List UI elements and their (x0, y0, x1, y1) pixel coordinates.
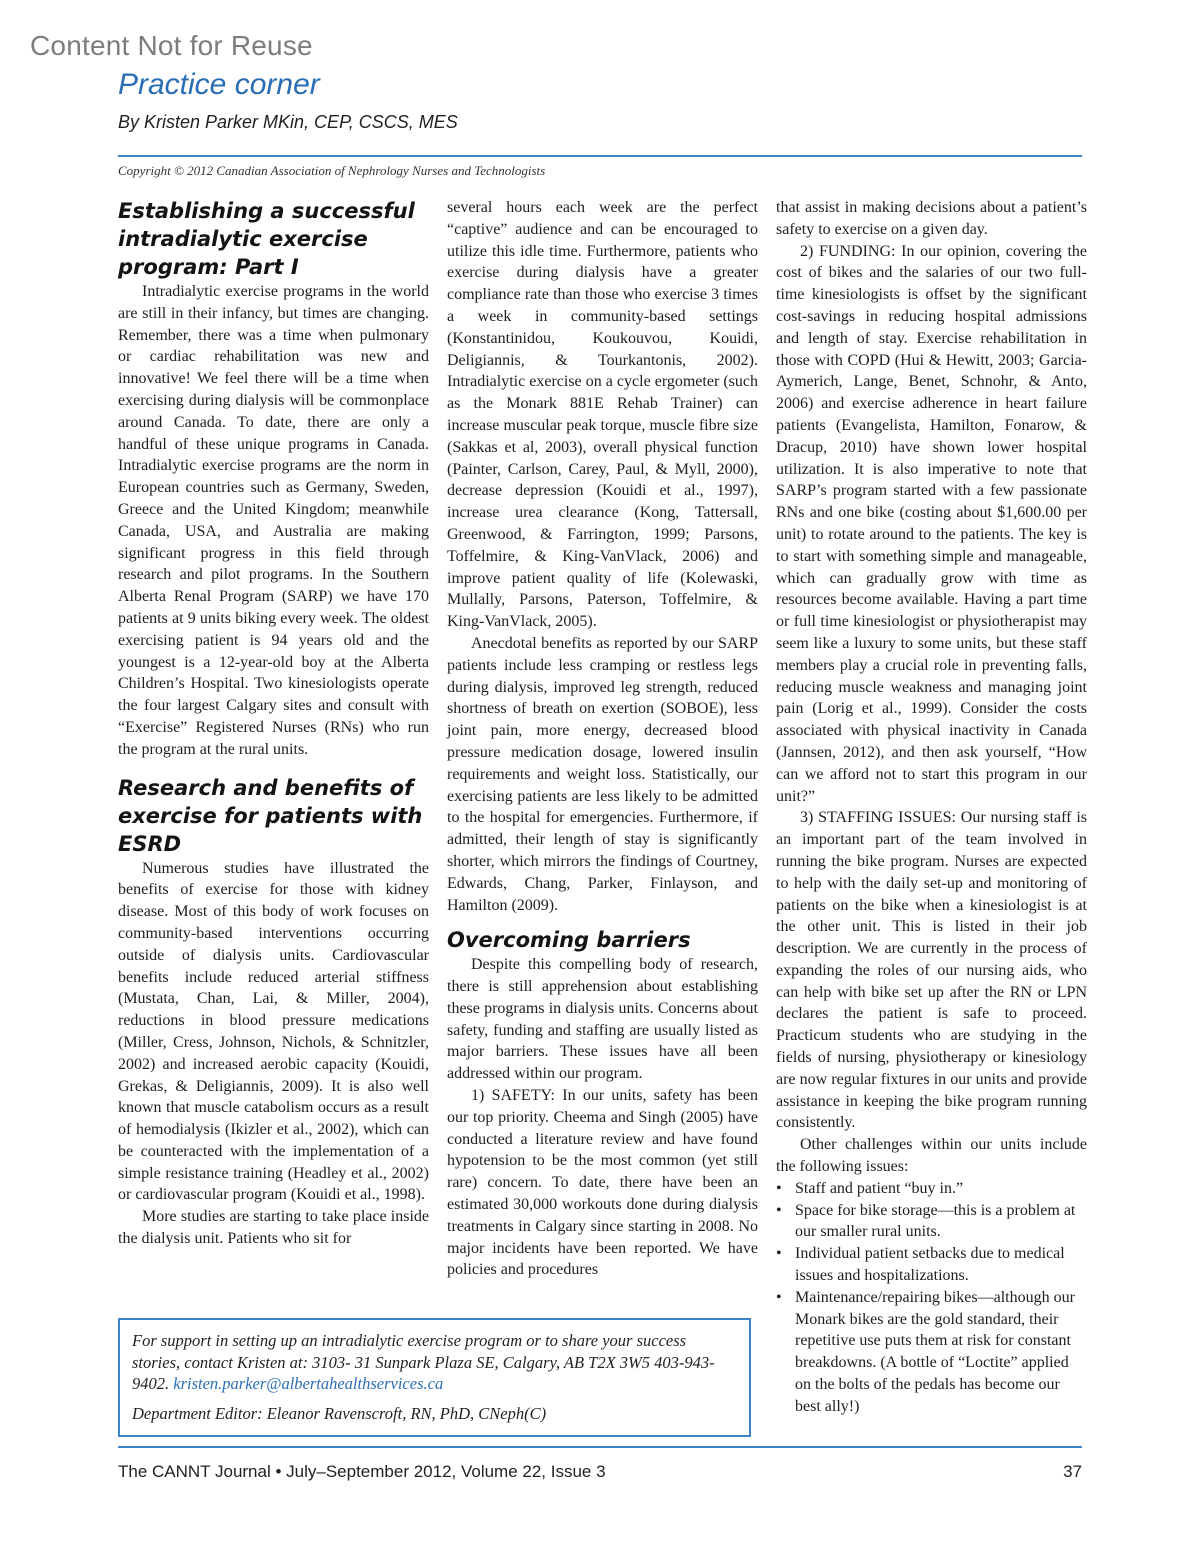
column-2 (447, 197, 758, 1281)
col1-paragraph-3: More studies are starting to take place inside the dialysis unit. Patients who sit for (118, 1208, 429, 1248)
column-1 (118, 197, 429, 1250)
list-item: • Maintenance/repairing bikes—although our Monark bikes are the gold standard, their repetitive use puts them at risk for constant breakdowns. (A bottle of “Loctite” applied on the bolts of the pedals has become our best ally!) (776, 1287, 1087, 1418)
col3-paragraph-1: that assist in making decisions about a patient’s safety to exercise on a given day. (776, 199, 1087, 238)
article-title: Establishing a successful intradialytic exercise program: Part I (118, 199, 415, 279)
col2-paragraph-2: Anecdotal benefits as reported by our SARP patients include less cramping or restless legs during dialysis, improved leg strength, reduced shortness of breath on exertion (SOBOE), less joint pain, more energy, decreased blood pressure medication dosage, lowered insulin requirements and weight loss. Statistically, our exercising patients are less likely to be admitted to the hospital for emergencies. Furthermore, if admitted, their length of stay is significantly shorter, which mirrors the findings of Courtney, Edwards, Chang, Parker, Finlayson, and Hamilton (2009). (447, 634, 758, 914)
contact-email-link[interactable]: kristen.parker@albertahealthservices.ca (173, 1374, 444, 1393)
header-rule (118, 155, 1082, 157)
section-heading-research: Research and benefits of exercise for patients with ESRD (118, 775, 423, 856)
challenges-list (776, 1178, 1087, 1418)
col1-paragraph-1: Intradialytic exercise programs in the world are still in their infancy, but times are changing. Remember, there was a time when pulmonary or cardiac rehabilitation was new and innovative! We feel there will be a time when exercising during dialysis will be commonplace around Canada. To date, there are only a handful of these unique programs in Canada. Intradialytic exercise programs are the norm in European countries such as Germany, Sweden, Greece and the United Kingdom; meanwhile Canada, USA, and Australia are making significant progress in this field through research and pilot programs. In the Southern Alberta Renal Program (SARP) we have 170 patients at 9 units biking every week. The oldest exercising patient is 94 years old and the youngest is a 12-year-old boy at the Alberta Children’s Hospital. Two kinesiologists operate the four largest Calgary sites and consult with “Exercise” Registered Nurses (RNs) who run the program at the rural units. (118, 283, 429, 758)
contact-box (118, 1318, 751, 1437)
list-item: • Space for bike storage—this is a problem at our smaller rural units. (776, 1200, 1087, 1244)
list-item: • Staff and patient “buy in.” (776, 1178, 1087, 1200)
contact-text: For support in setting up an intradialytic exercise program or to share your success stories, contact Kristen at: 3103- 31 Sunpark Plaza SE, Calgary, AB T2X 3W5 403-943-9402. (132, 1331, 715, 1393)
col2-paragraph-1: several hours each week are the perfect “captive” audience and can be encouraged to utilize this idle time. Furthermore, patients who exercise during dialysis have a greater compliance rate than those who exercise 3 times a week in community-based settings (Konstantinidou, Koukouvou, Kouidi, Deligiannis, & Tourkantonis, 2002). Intradialytic exercise on a cycle ergometer (such as the Monark 881E Rehab Trainer) can increase muscular peak torque, muscle fibre size (Sakkas et al, 2003), overall physical function (Painter, Carlson, Carey, Paul, & Myll, 2000), decrease depression (Kouidi et al., 1997), increase urea clearance (Kong, Tattersall, Greenwood, & Farrington, 1999; Parsons, Toffelmire, & King-VanVlack, 2006) and improve patient quality of life (Kolewaski, Mullally, Parsons, Paterson, Toffelmire, & King-VanVlack, 2005). (447, 199, 758, 631)
col3-paragraph-4: Other challenges within our units include the following issues: (776, 1136, 1087, 1176)
col1-paragraph-2: Numerous studies have illustrated the benefits of exercise for those with kidney disease. Most of this body of work focuses on community-based interventions occurring outside of dialysis units. Cardiovascular benefits include reduced arterial stiffness (Mustata, Chan, Lai, & Miller, 2004), reductions in blood pressure medications (Miller, Cress, Johnson, Nichols, & Schnitzler, 2002) and increased aerobic capacity (Kouidi, Grekas, & Deligiannis, 2009). It is also well known that muscle catabolism occurs as a result of hemodialysis (Ikizler et al., 2002), which can be counteracted with the implementation of a simple resistance training (Headley et al., 2002) or cardiovascular program (Kouidi et al., 1998). (118, 859, 429, 1204)
byline: By Kristen Parker MKin, CEP, CSCS, MES (118, 112, 458, 132)
column-3 (776, 197, 1087, 1418)
watermark: Content Not for Reuse (30, 30, 313, 61)
col3-paragraph-3: 3) STAFFING ISSUES: Our nursing staff is an important part of the team involved in running the bike program. Nurses are expected to help with the daily set-up and monitoring of patients on the bike when a kinesiologist is at the other unit. This is listed in their job description. We are currently in the process of expanding the roles of our nursing aids, who can help with bike set up after the RN or LPN declares the patient is safe to proceed. Practicum students who are studying in the fields of nursing, physiotherapy or kinesiology are now regular fixtures in our units and provide assistance in keeping the bike program running consistently. (776, 809, 1087, 1132)
col2-paragraph-4: 1) SAFETY: In our units, safety has been our top priority. Cheema and Singh (2005) have conducted a literature review and have found hypotension to be the most common (yet still rare) concern. To date, there have been an estimated 30,000 workouts done during dialysis treatments in Calgary since starting in 2008. No major incidents have been reported. We have policies and procedures (447, 1087, 758, 1279)
section-title: Practice corner (118, 68, 320, 101)
page-number: 37 (1063, 1462, 1082, 1481)
journal-citation: The CANNT Journal • July–September 2012, Volume 22, Issue 3 (118, 1462, 606, 1481)
footer-rule (118, 1446, 1082, 1448)
col2-paragraph-3: Despite this compelling body of research, there is still apprehension about establishing these programs in dialysis units. Concerns about safety, funding and staffing are usually listed as major barriers. These issues have all been addressed within our program. (447, 956, 758, 1083)
copyright: Copyright © 2012 Canadian Association of Nephrology Nurses and Technologists (118, 163, 546, 178)
department-editor: Department Editor: Eleanor Ravenscroft, RN, PhD, CNeph(C) (132, 1403, 547, 1423)
section-heading-barriers: Overcoming barriers (447, 928, 691, 953)
list-item: • Individual patient setbacks due to medical issues and hospitalizations. (776, 1243, 1087, 1287)
col3-paragraph-2: 2) FUNDING: In our opinion, covering the cost of bikes and the salaries of our two full-time kinesiologists is offset by the significant cost-savings in reducing hospital admissions and length of stay. Exercise rehabilitation in those with COPD (Hui & Hewitt, 2003; Garcia-Aymerich, Lange, Benet, Schnohr, & Anto, 2006) and exercise adherence in heart failure patients (Evangelista, Hamilton, Fonarow, & Dracup, 2010) have shown lower hospital utilization. It is also imperative to note that SARP’s program started with a few passionate RNs and one bike (costing about $1,600.00 per unit) to rotate around to the patients. The key is to start with something simple and manageable, which can gradually grow with time as resources become available. Having a part time or full time kinesiologist or physiotherapist may seem like a luxury to some units, but these staff members play a crucial role in preventing falls, reducing muscle weakness and managing joint pain (Lorig et al., 1999). Consider the costs associated with physical inactivity in Canada (Jannsen, 2012), and then ask yourself, “How can we afford not to start this program in our unit?” (776, 242, 1087, 805)
